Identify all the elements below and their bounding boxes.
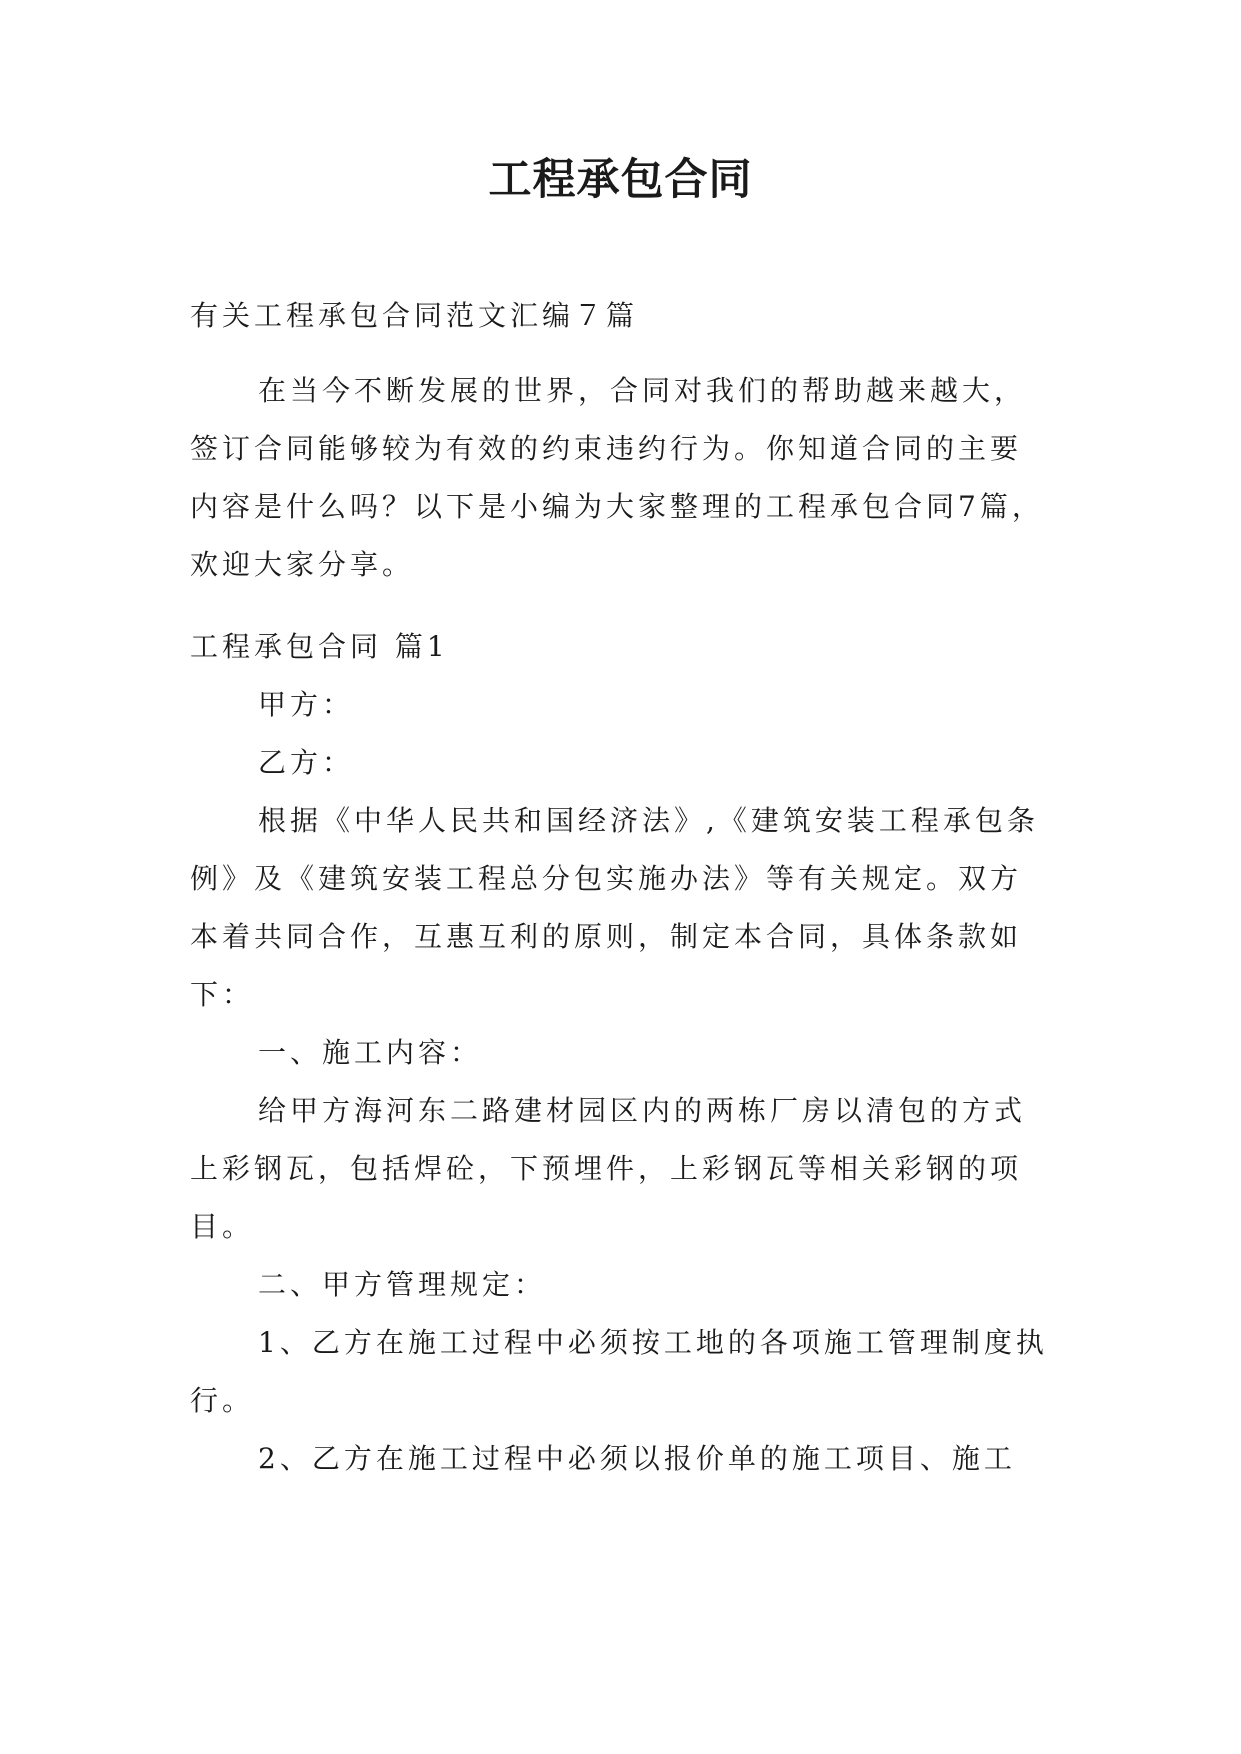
intro-block xyxy=(190,362,1050,594)
document-subtitle: 有关工程承包合同范文汇编７篇 xyxy=(190,299,639,332)
item1-paragraph: 给甲方海河东二路建材园区内的两栋厂房以清包的方式上彩钢瓦，包括焊砼，下预埋件，上彩钢瓦等相关彩钢的项目。 xyxy=(190,1094,1027,1243)
item2-heading: 二、甲方管理规定： xyxy=(258,1268,547,1301)
item2-2-paragraph: 2、乙方在施工过程中必须以报价单的施工项目、施工 xyxy=(258,1442,1016,1475)
item1-heading: 一、施工内容： xyxy=(258,1036,483,1069)
intro-paragraph: 在当今不断发展的世界，合同对我们的帮助越来越大，签订合同能够较为有效的约束违约行为。你知道合同的主要内容是什么吗？以下是小编为大家整理的工程承包合同7篇，欢迎大家分享。 xyxy=(190,374,1044,581)
party-a-line: 甲方： xyxy=(258,688,355,721)
section-1 xyxy=(190,618,1050,1488)
party-b-line: 乙方： xyxy=(258,746,355,779)
item2-1-paragraph: 1、乙方在施工过程中必须按工地的各项施工管理制度执行。 xyxy=(190,1326,1048,1417)
basis-paragraph: 根据《中华人民共和国经济法》,《建筑安装工程承包条例》及《建筑安装工程总分包实施办法》等有关规定。双方本着共同合作，互惠互利的原则，制定本合同，具体条款如下： xyxy=(190,804,1039,1011)
section-heading: 工程承包合同 篇1 xyxy=(190,630,449,663)
document-title: 工程承包合同 xyxy=(488,155,753,205)
